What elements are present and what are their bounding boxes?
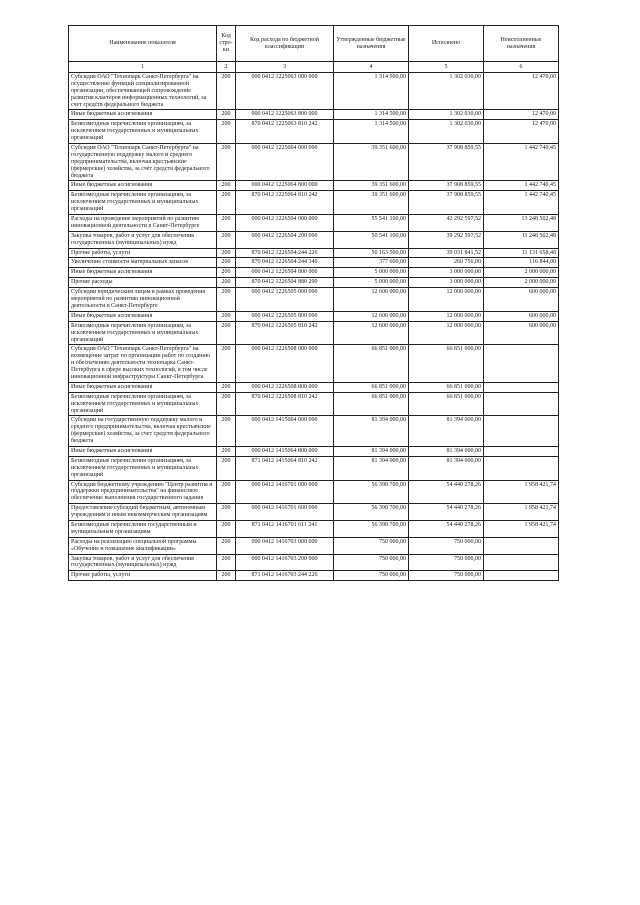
row-code-cell: 200 bbox=[217, 345, 236, 382]
approved-amount-cell: 750 000,00 bbox=[334, 571, 409, 581]
row-code-cell: 200 bbox=[217, 446, 236, 456]
row-code-cell: 200 bbox=[217, 248, 236, 258]
expense-code-cell: 870 0412 1226508 810 242 bbox=[236, 392, 334, 416]
unexecuted-amount-cell: 13 248 502,48 bbox=[484, 215, 559, 232]
expense-code-cell: 000 0412 1225063 800 000 bbox=[236, 110, 334, 120]
unexecuted-amount-cell: 12 470,00 bbox=[484, 73, 559, 110]
approved-amount-cell: 56 398 700,00 bbox=[334, 480, 409, 504]
executed-amount-cell: 66 851 000,00 bbox=[409, 382, 484, 392]
table-row bbox=[69, 392, 559, 416]
executed-amount-cell: 81 394 000,00 bbox=[409, 416, 484, 447]
expense-code-cell: 000 0412 1416701 600 000 bbox=[236, 504, 334, 521]
row-code-cell: 200 bbox=[217, 144, 236, 181]
unexecuted-amount-cell bbox=[484, 392, 559, 416]
row-code-cell: 200 bbox=[217, 181, 236, 191]
column-number-row bbox=[69, 62, 559, 73]
approved-amount-cell: 12 600 000,00 bbox=[334, 321, 409, 345]
expense-code-cell: 000 0412 1226508 000 000 bbox=[236, 345, 334, 382]
indicator-name-cell: Субсидия бюджетному учреждению "Центр развития и поддержки предпринимательства" на финансовое обеспечение выполнения государственного задания bbox=[69, 480, 217, 504]
unexecuted-amount-cell: 116 844,00 bbox=[484, 258, 559, 268]
executed-amount-cell: 66 851 000,00 bbox=[409, 392, 484, 416]
approved-amount-cell: 377 600,00 bbox=[334, 258, 409, 268]
unexecuted-amount-cell bbox=[484, 345, 559, 382]
executed-amount-cell: 42 292 597,52 bbox=[409, 215, 484, 232]
row-code-cell: 200 bbox=[217, 520, 236, 537]
approved-amount-cell: 750 000,00 bbox=[334, 537, 409, 554]
row-code-cell: 200 bbox=[217, 120, 236, 144]
expense-code-cell: 000 0412 1226505 000 000 bbox=[236, 288, 334, 312]
expense-code-cell: 871 0412 1416701 611 241 bbox=[236, 520, 334, 537]
row-code-cell: 200 bbox=[217, 416, 236, 447]
table-row bbox=[69, 278, 559, 288]
executed-amount-cell: 54 440 278,26 bbox=[409, 480, 484, 504]
unexecuted-amount-cell: 2 000 000,00 bbox=[484, 268, 559, 278]
row-code-cell: 200 bbox=[217, 258, 236, 268]
approved-amount-cell: 81 394 000,00 bbox=[334, 416, 409, 447]
table-row bbox=[69, 480, 559, 504]
approved-amount-cell: 1 314 500,00 bbox=[334, 120, 409, 144]
table-row bbox=[69, 120, 559, 144]
row-code-cell: 200 bbox=[217, 392, 236, 416]
row-code-cell: 200 bbox=[217, 571, 236, 581]
expense-code-cell: 000 0412 1226504 000 000 bbox=[236, 215, 334, 232]
table-row bbox=[69, 571, 559, 581]
indicator-name-cell: Предоставление субсидий бюджетным, автономным учреждениям и иным некоммерческим организациям bbox=[69, 504, 217, 521]
indicator-name-cell: Иные бюджетные ассигнования bbox=[69, 268, 217, 278]
executed-amount-cell: 81 394 000,00 bbox=[409, 456, 484, 480]
executed-amount-cell: 66 851 000,00 bbox=[409, 345, 484, 382]
unexecuted-amount-cell: 1 958 421,74 bbox=[484, 504, 559, 521]
expense-code-cell: 000 0412 1226508 800 000 bbox=[236, 382, 334, 392]
table-row bbox=[69, 537, 559, 554]
executed-amount-cell: 1 302 030,00 bbox=[409, 110, 484, 120]
expense-code-cell: 000 0412 1415064 800 000 bbox=[236, 446, 334, 456]
unexecuted-amount-cell: 600 000,00 bbox=[484, 321, 559, 345]
approved-amount-cell: 750 000,00 bbox=[334, 554, 409, 571]
unexecuted-amount-cell: 12 470,00 bbox=[484, 110, 559, 120]
table-row bbox=[69, 231, 559, 248]
expense-code-cell: 870 0412 1226504 244 226 bbox=[236, 248, 334, 258]
executed-amount-cell: 260 756,00 bbox=[409, 258, 484, 268]
indicator-name-cell: Иные бюджетные ассигнования bbox=[69, 311, 217, 321]
table-row bbox=[69, 382, 559, 392]
unexecuted-amount-cell: 2 000 000,00 bbox=[484, 278, 559, 288]
executed-amount-cell: 81 394 000,00 bbox=[409, 446, 484, 456]
executed-amount-cell: 37 908 859,55 bbox=[409, 144, 484, 181]
executed-amount-cell: 54 440 278,26 bbox=[409, 504, 484, 521]
executed-amount-cell: 750 000,00 bbox=[409, 537, 484, 554]
row-code-cell: 200 bbox=[217, 554, 236, 571]
unexecuted-amount-cell bbox=[484, 416, 559, 447]
unexecuted-amount-cell bbox=[484, 382, 559, 392]
indicator-name-cell: Безвозмездные перечисления организациям, за исключением государственных и муниципальных организаций bbox=[69, 321, 217, 345]
row-code-cell: 200 bbox=[217, 504, 236, 521]
table-body bbox=[69, 73, 559, 581]
unexecuted-amount-cell: 600 000,00 bbox=[484, 288, 559, 312]
indicator-name-cell: Расходы на проведение мероприятий по развитию инновационной деятельности в Санкт-Петербурге bbox=[69, 215, 217, 232]
expense-code-cell: 871 0412 1416703 244 226 bbox=[236, 571, 334, 581]
table-row bbox=[69, 181, 559, 191]
table-row bbox=[69, 288, 559, 312]
table-row bbox=[69, 520, 559, 537]
indicator-name-cell: Субсидия ОАО "Технопарк Санкт-Петербурга" на возмещение затрат по организации работ по созданию и обеспечению деятельности технопарка Санкт-Петербурга в сфере высоких технологий, в том числе инновационной инфраструктуры Санкт-Петербурга bbox=[69, 345, 217, 382]
expense-code-cell: 871 0412 1415064 810 242 bbox=[236, 456, 334, 480]
column-number: 3 bbox=[236, 62, 334, 73]
expense-code-cell: 000 0412 1225063 000 000 bbox=[236, 73, 334, 110]
unexecuted-amount-cell bbox=[484, 446, 559, 456]
table-row bbox=[69, 268, 559, 278]
header-approved: Утвержденные бюджетные назначения bbox=[334, 26, 409, 62]
expense-code-cell: 000 0412 1416703 000 000 bbox=[236, 537, 334, 554]
row-code-cell: 200 bbox=[217, 382, 236, 392]
table-row bbox=[69, 191, 559, 215]
row-code-cell: 200 bbox=[217, 480, 236, 504]
indicator-name-cell: Иные бюджетные ассигнования bbox=[69, 382, 217, 392]
approved-amount-cell: 81 394 000,00 bbox=[334, 456, 409, 480]
column-number: 4 bbox=[334, 62, 409, 73]
indicator-name-cell: Субсидии на государственную поддержку малого и среднего предпринимательства, включая крестьянские (фермерские) хозяйства, за счет средств федерального бюджета bbox=[69, 416, 217, 447]
unexecuted-amount-cell: 1 958 421,74 bbox=[484, 520, 559, 537]
expense-code-cell: 870 0412 1225064 810 242 bbox=[236, 191, 334, 215]
approved-amount-cell: 50 163 500,00 bbox=[334, 248, 409, 258]
approved-amount-cell: 56 398 700,00 bbox=[334, 520, 409, 537]
table-row bbox=[69, 554, 559, 571]
indicator-name-cell: Безвозмездные перечисления государственным и муниципальным организациям bbox=[69, 520, 217, 537]
row-code-cell: 200 bbox=[217, 231, 236, 248]
approved-amount-cell: 55 541 100,00 bbox=[334, 215, 409, 232]
indicator-name-cell: Закупка товаров, работ и услуг для обеспечения государственных (муниципальных) нужд bbox=[69, 554, 217, 571]
table-row bbox=[69, 446, 559, 456]
unexecuted-amount-cell: 12 470,00 bbox=[484, 120, 559, 144]
table-row bbox=[69, 416, 559, 447]
indicator-name-cell: Иные бюджетные ассигнования bbox=[69, 181, 217, 191]
indicator-name-cell: Прочие работы, услуги bbox=[69, 571, 217, 581]
indicator-name-cell: Иные бюджетные ассигнования bbox=[69, 446, 217, 456]
unexecuted-amount-cell bbox=[484, 537, 559, 554]
row-code-cell: 200 bbox=[217, 288, 236, 312]
indicator-name-cell: Прочие расходы bbox=[69, 278, 217, 288]
unexecuted-amount-cell: 600 000,00 bbox=[484, 311, 559, 321]
executed-amount-cell: 39 031 841,52 bbox=[409, 248, 484, 258]
header-row-code: Код стро- ки bbox=[217, 26, 236, 62]
table-row bbox=[69, 248, 559, 258]
expense-code-cell: 870 0412 1226504 880 290 bbox=[236, 278, 334, 288]
expense-code-cell: 000 0412 1415064 000 000 bbox=[236, 416, 334, 447]
approved-amount-cell: 1 314 500,00 bbox=[334, 73, 409, 110]
header-unexecuted: Неисполненные назначения bbox=[484, 26, 559, 62]
table-row bbox=[69, 215, 559, 232]
executed-amount-cell: 1 302 030,00 bbox=[409, 73, 484, 110]
indicator-name-cell: Безвозмездные перечисления организациям, за исключением государственных и муниципальных организаций bbox=[69, 392, 217, 416]
row-code-cell: 200 bbox=[217, 215, 236, 232]
indicator-name-cell: Безвозмездные перечисления организациям, за исключением государственных и муниципальных организаций bbox=[69, 456, 217, 480]
approved-amount-cell: 56 398 700,00 bbox=[334, 504, 409, 521]
table-row bbox=[69, 321, 559, 345]
row-code-cell: 200 bbox=[217, 537, 236, 554]
row-code-cell: 200 bbox=[217, 268, 236, 278]
table-row bbox=[69, 144, 559, 181]
indicator-name-cell: Безвозмездные перечисления организациям, за исключением государственных и муниципальных организаций bbox=[69, 120, 217, 144]
column-number: 5 bbox=[409, 62, 484, 73]
header-executed: Исполнено bbox=[409, 26, 484, 62]
approved-amount-cell: 81 394 000,00 bbox=[334, 446, 409, 456]
approved-amount-cell: 39 351 600,00 bbox=[334, 144, 409, 181]
expense-code-cell: 000 0412 1225064 000 000 bbox=[236, 144, 334, 181]
executed-amount-cell: 12 000 000,00 bbox=[409, 321, 484, 345]
unexecuted-amount-cell: 11 131 658,48 bbox=[484, 248, 559, 258]
row-code-cell: 200 bbox=[217, 456, 236, 480]
executed-amount-cell: 12 000 000,00 bbox=[409, 311, 484, 321]
executed-amount-cell: 750 000,00 bbox=[409, 554, 484, 571]
unexecuted-amount-cell: 1 442 740,45 bbox=[484, 191, 559, 215]
row-code-cell: 200 bbox=[217, 278, 236, 288]
indicator-name-cell: Расходы на реализацию специальной программы «Обучение и повышение квалификации» bbox=[69, 537, 217, 554]
column-number: 2 bbox=[217, 62, 236, 73]
budget-execution-table bbox=[68, 25, 559, 581]
executed-amount-cell: 3 000 000,00 bbox=[409, 278, 484, 288]
row-code-cell: 200 bbox=[217, 191, 236, 215]
row-code-cell: 200 bbox=[217, 73, 236, 110]
table-row bbox=[69, 110, 559, 120]
expense-code-cell: 000 0412 1226504 200 000 bbox=[236, 231, 334, 248]
expense-code-cell: 000 0412 1225064 800 000 bbox=[236, 181, 334, 191]
row-code-cell: 200 bbox=[217, 110, 236, 120]
executed-amount-cell: 12 000 000,00 bbox=[409, 288, 484, 312]
expense-code-cell: 000 0412 1416701 000 000 bbox=[236, 480, 334, 504]
executed-amount-cell: 37 908 859,55 bbox=[409, 191, 484, 215]
unexecuted-amount-cell: 1 958 421,74 bbox=[484, 480, 559, 504]
table-row bbox=[69, 504, 559, 521]
executed-amount-cell: 54 440 278,26 bbox=[409, 520, 484, 537]
approved-amount-cell: 66 851 000,00 bbox=[334, 382, 409, 392]
expense-code-cell: 000 0412 1226504 800 000 bbox=[236, 268, 334, 278]
header-row bbox=[69, 26, 559, 62]
header-expense-code: Код расхода по бюджетной классификации bbox=[236, 26, 334, 62]
unexecuted-amount-cell: 1 442 740,45 bbox=[484, 181, 559, 191]
approved-amount-cell: 66 851 000,00 bbox=[334, 345, 409, 382]
expense-code-cell: 870 0412 1225063 810 242 bbox=[236, 120, 334, 144]
indicator-name-cell: Субсидии юридическим лицам в рамках проведения мероприятий по развитию инновационной деятельности в Санкт-Петербурге bbox=[69, 288, 217, 312]
table-row bbox=[69, 311, 559, 321]
approved-amount-cell: 5 000 000,00 bbox=[334, 278, 409, 288]
approved-amount-cell: 39 351 600,00 bbox=[334, 191, 409, 215]
approved-amount-cell: 12 600 000,00 bbox=[334, 311, 409, 321]
table-row bbox=[69, 73, 559, 110]
row-code-cell: 200 bbox=[217, 311, 236, 321]
executed-amount-cell: 39 292 597,52 bbox=[409, 231, 484, 248]
expense-code-cell: 000 0412 1226505 800 000 bbox=[236, 311, 334, 321]
expense-code-cell: 870 0412 1226504 244 340 bbox=[236, 258, 334, 268]
executed-amount-cell: 3 000 000,00 bbox=[409, 268, 484, 278]
executed-amount-cell: 1 302 030,00 bbox=[409, 120, 484, 144]
unexecuted-amount-cell: 1 442 740,45 bbox=[484, 144, 559, 181]
approved-amount-cell: 39 351 600,00 bbox=[334, 181, 409, 191]
unexecuted-amount-cell bbox=[484, 554, 559, 571]
indicator-name-cell: Иные бюджетные ассигнования bbox=[69, 110, 217, 120]
column-number: 1 bbox=[69, 62, 217, 73]
row-code-cell: 200 bbox=[217, 321, 236, 345]
header-indicator-name: Наименование показателя bbox=[69, 26, 217, 62]
approved-amount-cell: 12 600 000,00 bbox=[334, 288, 409, 312]
unexecuted-amount-cell bbox=[484, 571, 559, 581]
indicator-name-cell: Увеличение стоимости материальных запасов bbox=[69, 258, 217, 268]
expense-code-cell: 870 0412 1226505 810 242 bbox=[236, 321, 334, 345]
column-number: 6 bbox=[484, 62, 559, 73]
approved-amount-cell: 5 000 000,00 bbox=[334, 268, 409, 278]
table-row bbox=[69, 456, 559, 480]
executed-amount-cell: 750 000,00 bbox=[409, 571, 484, 581]
indicator-name-cell: Безвозмездные перечисления организациям, за исключением государственных и муниципальных организаций bbox=[69, 191, 217, 215]
expense-code-cell: 000 0412 1416703 200 000 bbox=[236, 554, 334, 571]
indicator-name-cell: Субсидия ОАО "Технопарк Санкт-Петербурга" на осуществление функций специализированной организации, обеспечивающей сопровождение развития кластеров информационных технологий, за счет средств федерального бюджета bbox=[69, 73, 217, 110]
indicator-name-cell: Субсидия ОАО "Технопарк Санкт-Петербурга" на государственную поддержку малого и среднего предпринимательства, включая крестьянские (фермерские) хозяйства, за счёт средств федерального бюджета bbox=[69, 144, 217, 181]
unexecuted-amount-cell bbox=[484, 456, 559, 480]
approved-amount-cell: 50 541 100,00 bbox=[334, 231, 409, 248]
indicator-name-cell: Закупка товаров, работ и услуг для обеспечения государственных (муниципальных) нужд bbox=[69, 231, 217, 248]
table-row bbox=[69, 258, 559, 268]
approved-amount-cell: 1 314 500,00 bbox=[334, 110, 409, 120]
table-row bbox=[69, 345, 559, 382]
approved-amount-cell: 66 851 000,00 bbox=[334, 392, 409, 416]
indicator-name-cell: Прочие работы, услуги bbox=[69, 248, 217, 258]
unexecuted-amount-cell: 11 248 502,48 bbox=[484, 231, 559, 248]
executed-amount-cell: 37 908 859,55 bbox=[409, 181, 484, 191]
